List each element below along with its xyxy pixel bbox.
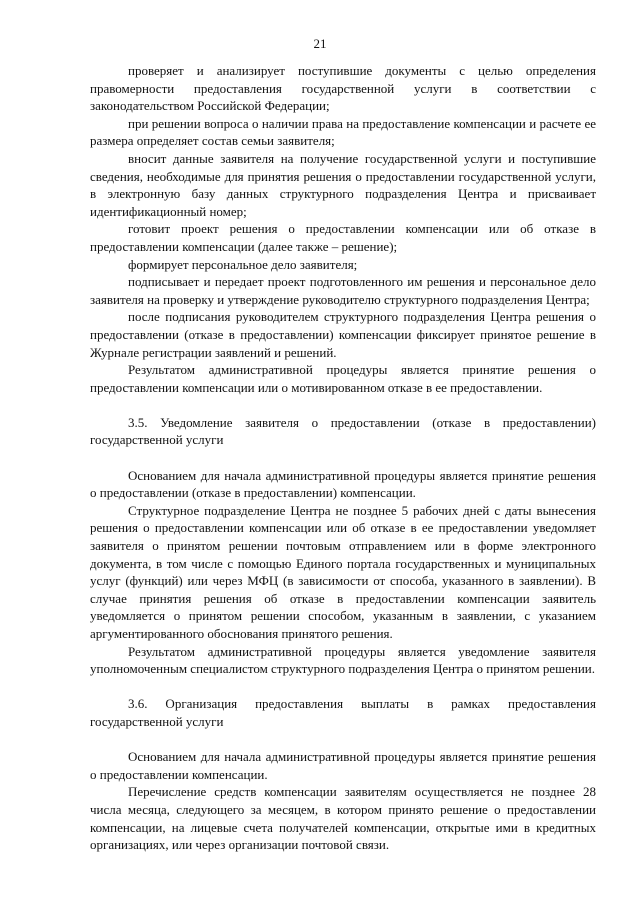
paragraph: Структурное подразделение Центра не позднее 5 рабочих дней с даты вынесения решения о предоставлении компенсации или об отказе в ее предоставлении уведомляет заявителя о принятом решении почтовым отправлением или в форме электронного документа, в том числе с помощью Единого портала государственных и муниципальных услуг (функций) или через МФЦ (в зависимости от способа, указанного в заявлении). В случае принятия решения об отказе в предоставлении компенсации заявитель уведомляется о принятом решении способом, указанным в заявлении, с указанием аргументированного обоснования принятого решения. (90, 502, 596, 641)
section-heading-3-6: 3.6. Организация предоставления выплаты в рамках предоставления государственной услуги (90, 696, 596, 729)
spacer (90, 449, 596, 467)
page-number: 21 (313, 36, 327, 51)
paragraph: Перечисление средств компенсации заявителям осуществляется не позднее 28 числа месяца, следующего за месяцем, в котором принято решение о предоставлении компенсации, на лицевые счета получателей компенсации, открытые ими в кредитных организациях, или через организации почтовой связи. (90, 784, 596, 853)
spacer (90, 731, 596, 749)
paragraph: при решении вопроса о наличии права на предоставление компенсации и расчете ее размера определяет состав семьи заявителя; (90, 115, 596, 149)
paragraph: после подписания руководителем структурного подразделения Центра решения о предоставлении (отказе в предоставлении) компенсации фиксирует принятое решение в Журнале регистрации заявлений и решений. (90, 309, 596, 360)
paragraph: подписывает и передает проект подготовленного им решения и персональное дело заявителя на проверку и утверждение руководителю структурного подразделения Центра; (90, 274, 596, 307)
section-heading-3-5: 3.5. Уведомление заявителя о предоставлении (отказе в предоставлении) государственной услуги (90, 414, 596, 448)
paragraph: вносит данные заявителя на получение государственной услуги и поступившие сведения, необходимые для принятия решения о предоставлении государственной услуги, в электронную базу данных структурного подразделения Центра и присваивает идентификационный номер; (90, 150, 596, 219)
paragraph: готовит проект решения о предоставлении компенсации или об отказе в предоставлении компенсации (далее также – решение); (90, 221, 596, 254)
paragraph: формирует персональное дело заявителя; (128, 256, 358, 272)
paragraph: Результатом административной процедуры является уведомление заявителя уполномоченным специалистом структурного подразделения Центра о принятом решении. (90, 643, 596, 677)
paragraph: Основанием для начала административной процедуры является принятие решения о предоставлении компенсации. (90, 749, 596, 782)
spacer (90, 678, 596, 696)
spacer (90, 396, 596, 414)
document-body (90, 62, 596, 854)
paragraph: Основанием для начала административной процедуры является принятие решения о предоставлении (отказе в предоставлении) компенсации. (90, 467, 596, 501)
paragraph: Результатом административной процедуры является принятие решения о предоставлении компенсации или о мотивированном отказе в ее предоставлении. (90, 362, 596, 395)
paragraph: проверяет и анализирует поступившие документы с целью определения правомерности предоставления государственной услуги в соответствии с законодательством Российской Федерации; (90, 63, 596, 114)
